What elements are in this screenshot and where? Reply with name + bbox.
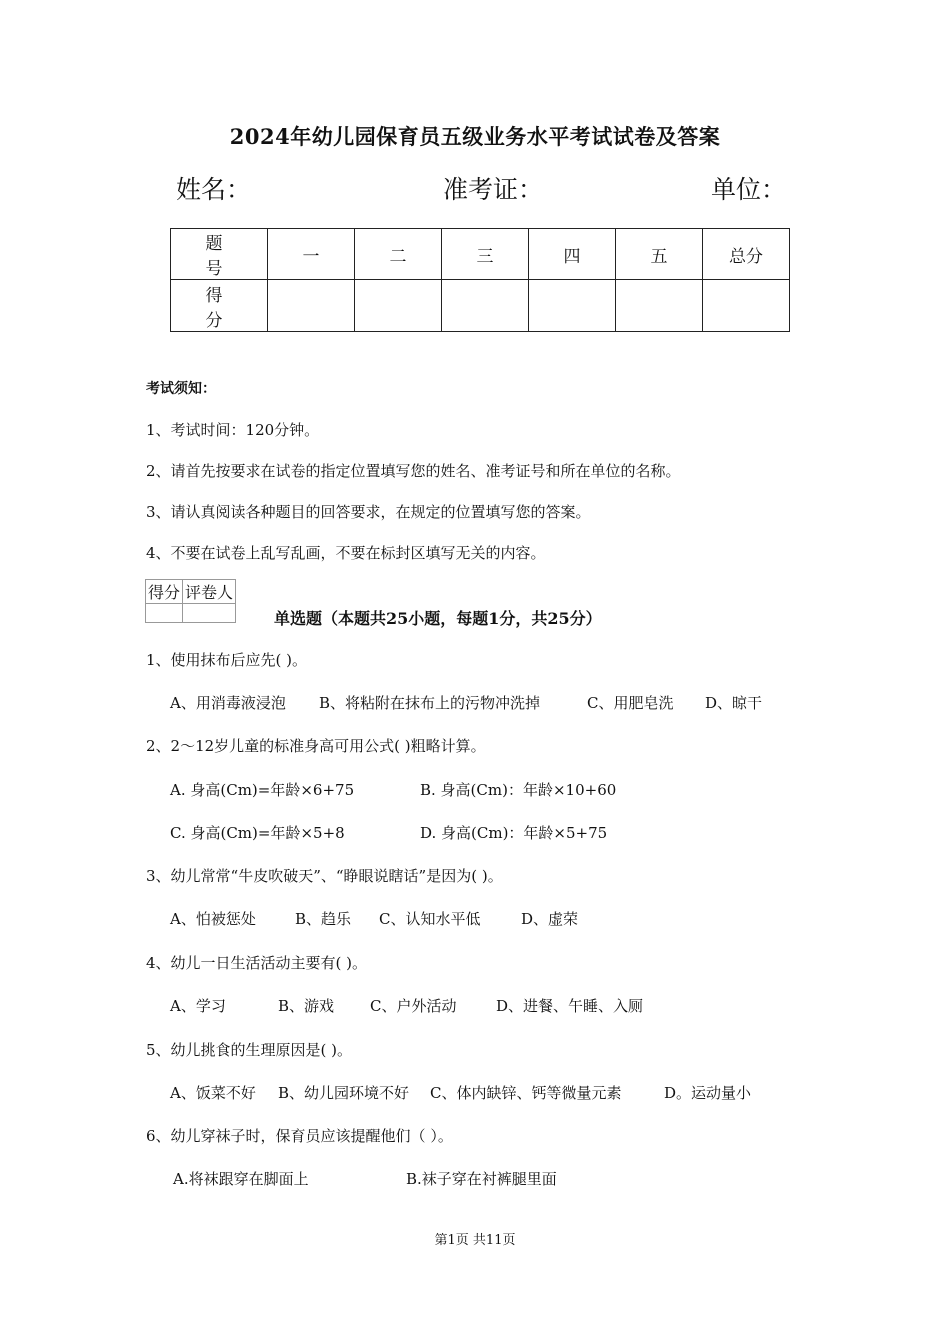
score-table-cell: 四 bbox=[529, 229, 616, 280]
option-a: A. 身高(Cm)=年龄×6+75 bbox=[170, 781, 355, 799]
question-stem: 4、幼儿一日生活活动主要有( )。 bbox=[146, 954, 368, 972]
option-b: B、趋乐 bbox=[295, 910, 352, 928]
option-b: B、将粘附在抹布上的污物冲洗掉 bbox=[319, 694, 541, 712]
grader-box-blank-row bbox=[146, 604, 236, 623]
notice-item: 2、请首先按要求在试卷的指定位置填写您的姓名、准考证号和所在单位的名称。 bbox=[146, 462, 681, 480]
option-c: C、认知水平低 bbox=[379, 910, 481, 928]
option-b: B、幼儿园环境不好 bbox=[278, 1084, 410, 1102]
option-c: C. 身高(Cm)=年龄×5+8 bbox=[170, 824, 345, 842]
question-stem: 5、幼儿挑食的生理原因是( )。 bbox=[146, 1041, 353, 1059]
option-d: D、虚荣 bbox=[521, 910, 579, 928]
score-table-cell: 五 bbox=[616, 229, 703, 280]
grader-score-label: 得分 bbox=[146, 580, 183, 604]
score-input-cell[interactable] bbox=[616, 280, 703, 332]
score-table bbox=[170, 228, 790, 332]
notice-item: 4、不要在试卷上乱写乱画，不要在标封区填写无关的内容。 bbox=[146, 544, 546, 562]
notice-item: 3、请认真阅读各种题目的回答要求，在规定的位置填写您的答案。 bbox=[146, 503, 591, 521]
option-d: D. 身高(Cm)：年龄×5+75 bbox=[420, 824, 608, 842]
option-a: A、用消毒液浸泡 bbox=[170, 694, 286, 712]
score-table-cell: 一 bbox=[268, 229, 355, 280]
unit-label: 单位： bbox=[711, 175, 787, 204]
score-input-cell[interactable] bbox=[442, 280, 529, 332]
score-table-header-row bbox=[171, 229, 790, 280]
option-a: A、饭菜不好 bbox=[170, 1084, 256, 1102]
score-input-cell[interactable] bbox=[355, 280, 442, 332]
option-b: B. 身高(Cm)：年龄×10+60 bbox=[420, 781, 617, 799]
grader-name-label: 评卷人 bbox=[183, 580, 236, 604]
score-table-score-row bbox=[171, 280, 790, 332]
option-d: D、进餐、午睡、入厕 bbox=[496, 997, 644, 1015]
option-d: D。运动量小 bbox=[664, 1084, 752, 1102]
grader-score-input[interactable] bbox=[146, 604, 183, 623]
notice-item: 1、考试时间：120分钟。 bbox=[146, 421, 320, 439]
score-table-cell: 二 bbox=[355, 229, 442, 280]
score-input-cell[interactable] bbox=[268, 280, 355, 332]
score-table-cell: 三 bbox=[442, 229, 529, 280]
page-title: 2024年幼儿园保育员五级业务水平考试试卷及答案 bbox=[229, 124, 721, 149]
option-a: A、学习 bbox=[170, 997, 226, 1015]
section-heading: 单选题（本题共25小题，每题1分，共25分） bbox=[274, 609, 602, 628]
option-a: A.将袜跟穿在脚面上 bbox=[173, 1170, 309, 1188]
option-c: C、用肥皂洗 bbox=[587, 694, 674, 712]
score-input-cell[interactable] bbox=[529, 280, 616, 332]
grader-box-header bbox=[146, 580, 236, 604]
question-stem: 1、使用抹布后应先( )。 bbox=[146, 651, 308, 669]
candidate-info-row bbox=[176, 170, 787, 204]
page-footer: 第1页 共11页 bbox=[434, 1233, 516, 1248]
notice-heading: 考试须知： bbox=[146, 381, 216, 397]
option-c: C、体内缺锌、钙等微量元素 bbox=[430, 1084, 622, 1102]
option-b: B、游戏 bbox=[278, 997, 335, 1015]
option-a: A、怕被惩处 bbox=[170, 910, 256, 928]
ticket-label: 准考证： bbox=[443, 175, 544, 204]
question-stem: 3、幼儿常常“牛皮吹破天”、“睁眼说瞎话”是因为( )。 bbox=[146, 867, 503, 885]
option-c: C、户外活动 bbox=[370, 997, 457, 1015]
question-stem: 2、2～12岁儿童的标准身高可用公式( )粗略计算。 bbox=[146, 737, 486, 755]
option-d: D、晾干 bbox=[705, 694, 763, 712]
score-table-cell: 得 分 bbox=[171, 280, 268, 332]
option-b: B.袜子穿在衬裤腿里面 bbox=[406, 1170, 557, 1188]
grader-box bbox=[145, 579, 236, 623]
score-input-cell[interactable] bbox=[703, 280, 790, 332]
score-table-cell: 总分 bbox=[703, 229, 790, 280]
score-table-cell: 题 号 bbox=[171, 229, 268, 280]
name-label: 姓名： bbox=[176, 175, 252, 204]
grader-name-input[interactable] bbox=[183, 604, 236, 623]
question-stem: 6、幼儿穿袜子时，保育员应该提醒他们（ ）。 bbox=[146, 1127, 453, 1145]
